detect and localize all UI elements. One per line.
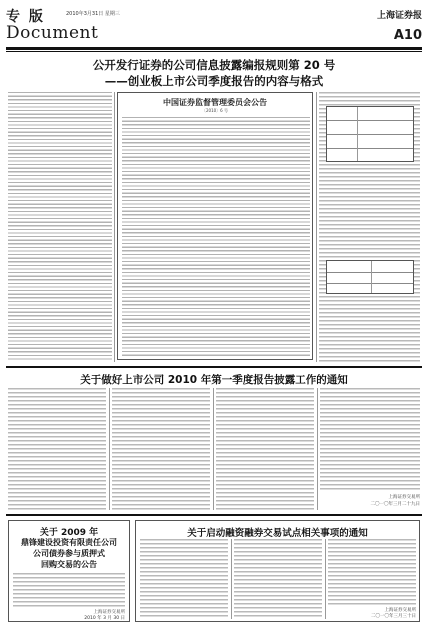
- notice-signoff: 上海证券交易所: [93, 610, 125, 615]
- margin-notice-date: 二〇一〇年三月三十日: [371, 614, 416, 619]
- second-headline: 关于做好上市公司 2010 年第一季度报告披露工作的通知: [80, 374, 348, 386]
- second-article-date: 二〇一〇年三月二十九日: [370, 502, 420, 507]
- margin-notice-column-3: [328, 539, 416, 605]
- notice-date: 2010 年 3 月 30 日: [84, 616, 125, 621]
- second-article-column-4: [320, 388, 420, 492]
- newspaper-name: 上海证券报: [376, 11, 422, 21]
- column-divider: [114, 92, 115, 362]
- margin-notice-signoff: 上海证券交易所: [384, 608, 416, 613]
- bond-repo-notice: [8, 520, 130, 622]
- notice-body: [13, 573, 125, 607]
- margin-notice-column-1: [140, 539, 228, 619]
- article-separator: [6, 366, 422, 368]
- notice-title-line1: 关于 2009 年: [39, 528, 99, 538]
- report-form-table-2: [326, 260, 414, 294]
- second-article-signoff: 上海证券交易所: [388, 495, 420, 500]
- column-divider: [316, 92, 317, 362]
- masthead-rule-thin: [6, 51, 422, 52]
- second-article-column-2: [112, 388, 210, 510]
- report-form-table: [326, 106, 414, 162]
- page-number: A10: [393, 28, 422, 43]
- section-title: 专 版: [6, 9, 45, 25]
- announcement-number: 〔2010〕6 号: [202, 108, 228, 113]
- notice-title-line4: 回购交易的公告: [41, 560, 97, 569]
- notice-title-line3: 公司债券参与质押式: [33, 549, 105, 558]
- main-article-column-1: [8, 92, 112, 362]
- second-article-column-3: [216, 388, 314, 510]
- csrc-announcement-panel: [117, 92, 313, 360]
- margin-notice-column-2: [234, 539, 322, 619]
- main-headline-line1: 公开发行证券的公司信息披露编报规则第 20 号: [92, 58, 336, 72]
- margin-trading-notice: [135, 520, 420, 622]
- announcement-title: 中国证券监督管理委员会公告: [163, 97, 267, 107]
- margin-notice-title: 关于启动融资融券交易试点相关事项的通知: [187, 528, 368, 539]
- main-headline-line2: ——创业板上市公司季度报告的内容与格式: [104, 74, 324, 88]
- masthead: [6, 6, 422, 48]
- notice-title-line2: 鼎锋建设投资有限责任公司: [21, 538, 117, 547]
- section-english-label: Document: [6, 23, 99, 43]
- article-separator: [6, 514, 422, 516]
- announcement-body: [122, 117, 310, 357]
- second-article-column-1: [8, 388, 106, 510]
- issue-date: 2010年3月31日 星期三: [66, 11, 120, 17]
- masthead-rule: [6, 47, 422, 50]
